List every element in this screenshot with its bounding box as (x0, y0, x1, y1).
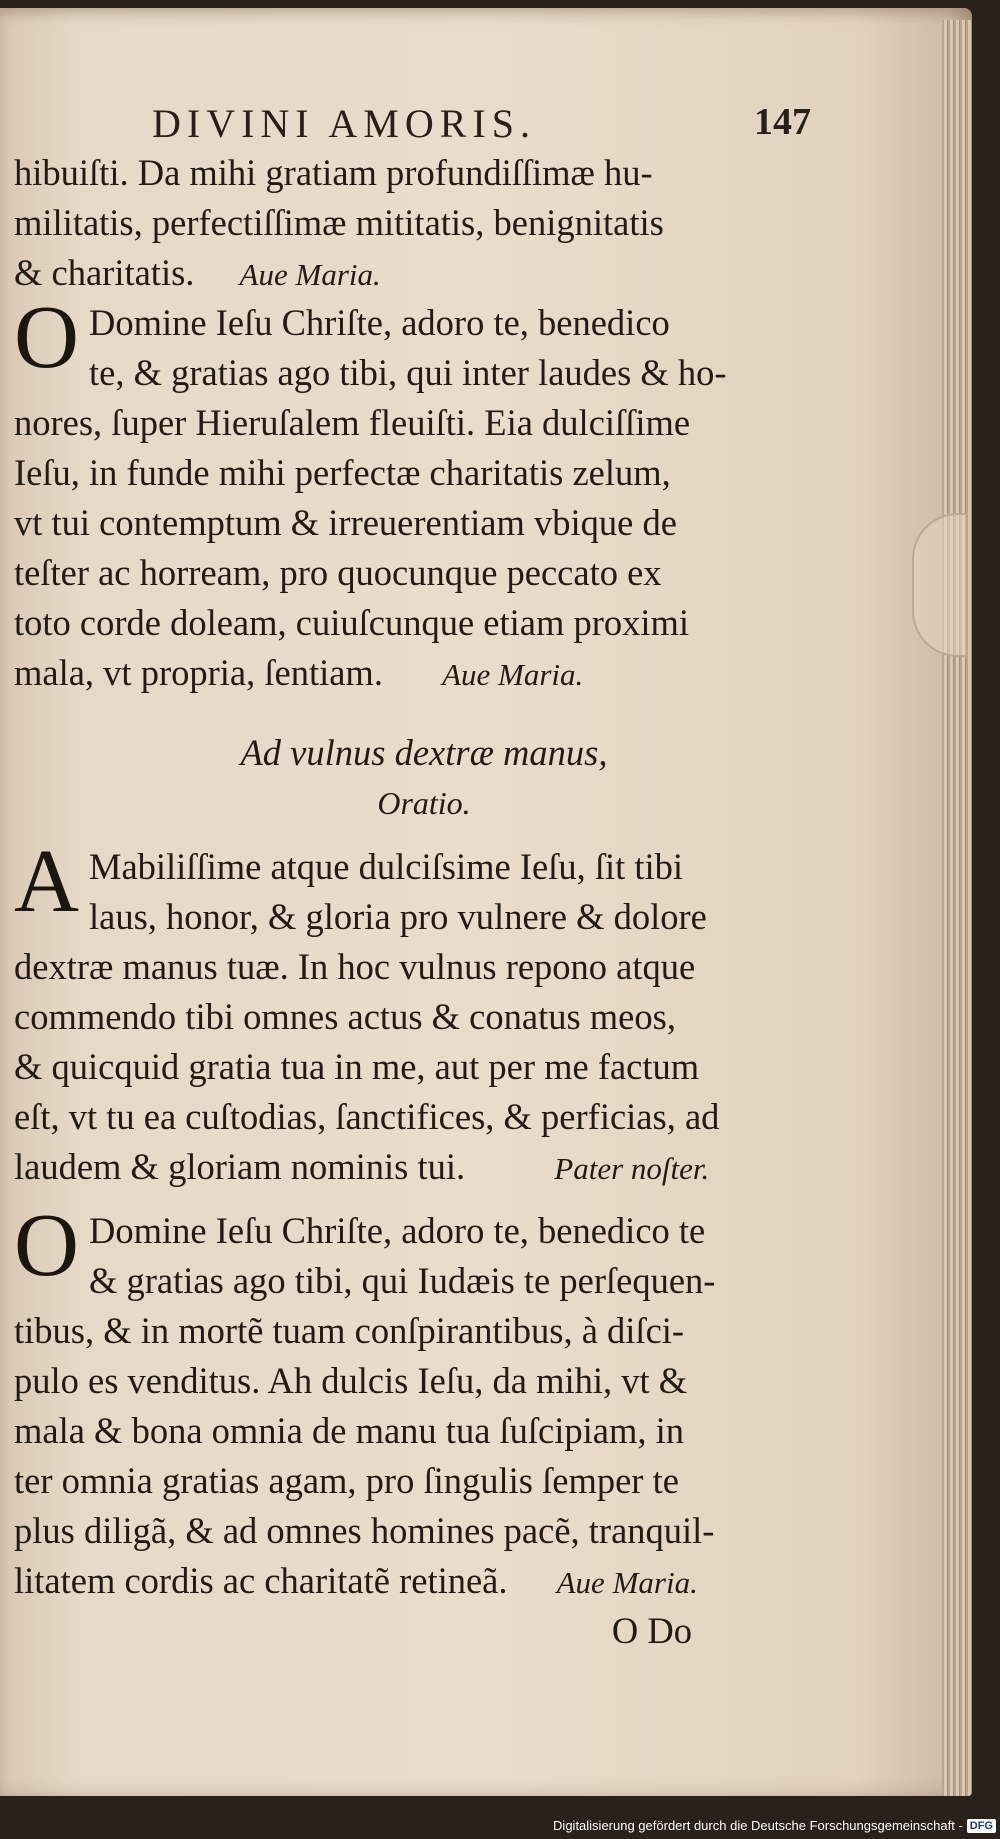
prayer-ending: Aue Maria. (239, 257, 381, 292)
paragraph-2 (14, 288, 834, 698)
text-line-content: & charitatis. (14, 252, 195, 293)
running-head (14, 92, 834, 148)
text-line: eſt, vt tu ea cuſtodias, ſanctifices, & perficias, ad (14, 1096, 720, 1137)
dfg-logo: DFG (967, 1819, 996, 1833)
text-line: tibus, & in mortẽ tuam conſpirantibus, à diſci- (14, 1310, 685, 1351)
drop-cap: A (14, 832, 79, 931)
spacer (14, 698, 834, 728)
text-line: mala & bona omnia de manu tua ſuſcipiam, in (14, 1410, 685, 1451)
page-text (14, 92, 834, 1656)
text-line: dextræ manus tuæ. In hoc vulnus repono atque (14, 946, 696, 987)
paragraph-1 (14, 148, 834, 298)
drop-cap: O (14, 1196, 79, 1295)
prayer-ending: Aue Maria. (556, 1565, 698, 1600)
text-line: militatis, perfectiſſimæ mititatis, benignitatis (14, 202, 664, 243)
text-line: & quicquid gratia tua in me, aut per me factum (14, 1046, 700, 1087)
text-line (14, 1142, 834, 1192)
paragraph-3 (14, 832, 834, 1192)
drop-cap: O (14, 288, 79, 387)
text-line: Domine Ieſu Chriſte, adoro te, benedico te (89, 1210, 706, 1251)
text-line: vt tui contemptum & irreuerentiam vbique de (14, 502, 677, 543)
prayer-ending: Pater noſter. (554, 1151, 710, 1186)
text-line: nores, ſuper Hieruſalem fleuiſti. Eia dulciſſime (14, 402, 691, 443)
page-number: 147 (754, 101, 811, 143)
book-page (0, 8, 972, 1796)
spacer (14, 1192, 834, 1206)
text-line (14, 648, 834, 698)
catchword: O Do (611, 1610, 692, 1651)
page-edge (942, 20, 972, 1796)
spacer (14, 828, 834, 842)
text-line: plus diligã, & ad omnes homines pacẽ, tranquil- (14, 1510, 715, 1551)
text-line: ter omnia gratias agam, pro ſingulis ſemper te (14, 1460, 679, 1501)
text-line: Ieſu, in funde mihi perfectæ charitatis zelum, (14, 452, 671, 493)
paragraph-4 (14, 1196, 834, 1606)
text-line: Mabiliſſime atque dulciſsime Ieſu, ſit tibi (89, 846, 684, 887)
text-line: teſter ac horream, pro quocunque peccato ex (14, 552, 662, 593)
text-line-content: mala, vt propria, ſentiam. (14, 652, 383, 693)
section-heading: Ad vulnus dextræ manus, (240, 732, 608, 773)
page-clip-mark (912, 513, 966, 657)
text-line (14, 248, 834, 298)
text-line-content: litatem cordis ac charitatẽ retineã. (14, 1560, 508, 1601)
text-line: hibuiſti. Da mihi gratiam profundiſſimæ hu- (14, 152, 653, 193)
text-line: te, & gratias ago tibi, qui inter laudes & ho- (89, 352, 727, 393)
text-line (14, 1556, 834, 1606)
prayer-ending: Aue Maria. (442, 657, 584, 692)
text-line-content: laudem & gloriam nominis tui. (14, 1146, 466, 1187)
text-line: laus, honor, & gloria pro vulnere & dolore (89, 896, 707, 937)
running-head-title: DIVINI AMORIS. (152, 101, 536, 146)
digitization-footer (553, 1818, 996, 1833)
footer-credit: Digitalisierung gefördert durch die Deutsche Forschungsgemeinschaft - (553, 1818, 963, 1833)
text-line: commendo tibi omnes actus & conatus meos, (14, 996, 676, 1037)
section-subheading: Oratio. (377, 785, 471, 821)
text-line: pulo es venditus. Ah dulcis Ieſu, da mihi, vt & (14, 1360, 688, 1401)
text-line: Domine Ieſu Chriſte, adoro te, benedico (89, 302, 670, 343)
text-line: & gratias ago tibi, qui Iudæis te perſequen- (89, 1260, 716, 1301)
text-line: toto corde doleam, cuiuſcunque etiam proximi (14, 602, 690, 643)
